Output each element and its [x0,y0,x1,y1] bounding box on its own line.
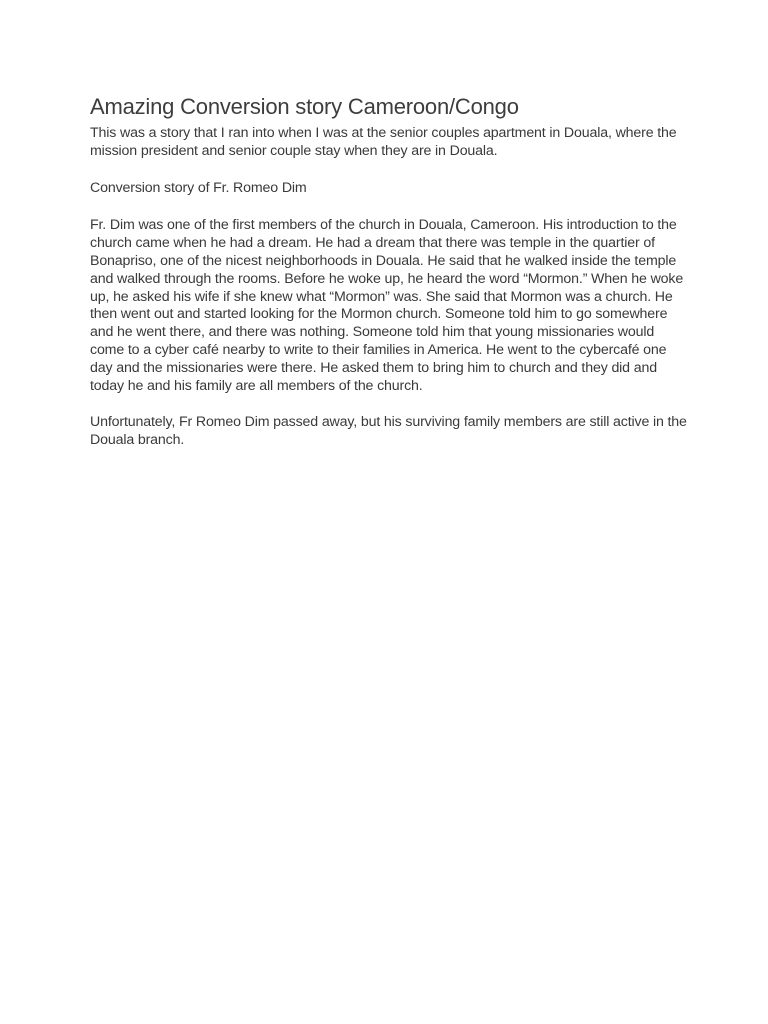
document-page [90,93,690,450]
story-paragraph: Fr. Dim was one of the first members of the church in Douala, Cameroon. His introduction to the church came when he had a dream. He had a dream that there was temple in the quartier of Bonapriso, one of the nicest neighborhoods in Douala. He said that he walked inside the temple and walked through the rooms. Before he woke up, he heard the word “Mormon.” When he woke up, he asked his wife if she knew what “Mormon” was. She said that Mormon was a church. He then went out and started looking for the Mormon church. Someone told him to go somewhere and he went there, and there was nothing. Someone told him that young missionaries would come to a cyber café nearby to write to their families in America. He went to the cybercafé one day and the missionaries were there. He asked them to bring him to church and they did and today he and his family are all members of the church. [90,217,684,394]
story-subheading: Conversion story of Fr. Romeo Dim [90,179,307,196]
document-title: Amazing Conversion story Cameroon/Congo [90,94,519,119]
intro-paragraph: This was a story that I ran into when I was at the senior couples apartment in Douala, where the mission president and senior couple stay when they are in Douala. [90,125,677,159]
closing-paragraph: Unfortunately, Fr Romeo Dim passed away, but his surviving family members are still active in the Douala branch. [90,414,687,449]
